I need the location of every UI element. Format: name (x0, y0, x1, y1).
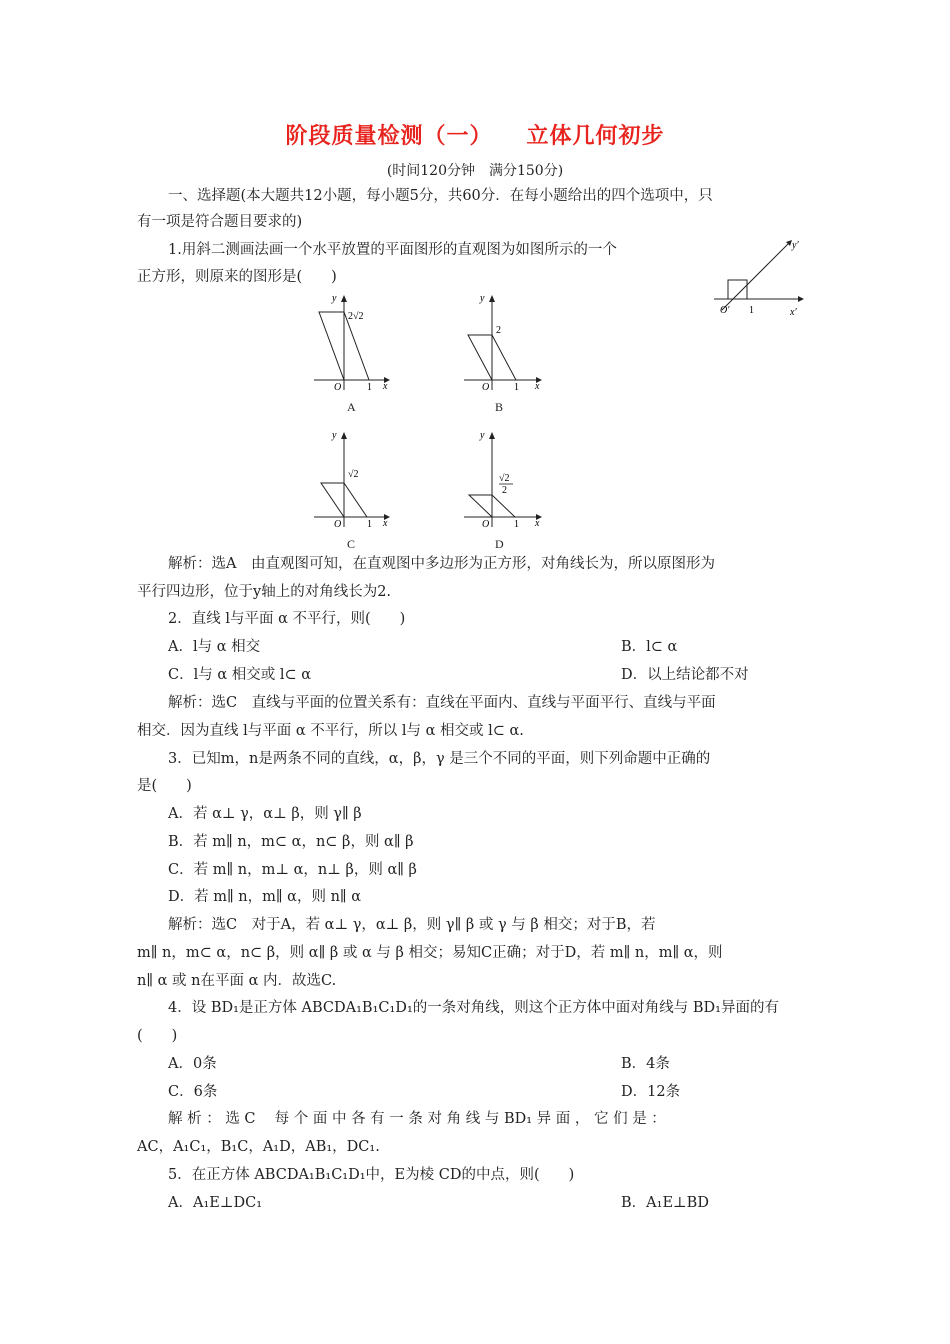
q3-stem-line2: 是( ) (137, 778, 192, 794)
q1-option-c-caption[interactable]: C (347, 537, 356, 551)
q1-option-b-figure (460, 290, 544, 394)
q5-option-b[interactable]: B．A₁E⊥BD (621, 1195, 709, 1211)
q2-stem: 2．直线 l与平面 α 不平行，则( ) (168, 611, 406, 627)
q1-option-c-figure (312, 427, 392, 531)
q5-stem: 5．在正方体 ABCDA₁B₁C₁D₁中，E为棱 CD的中点，则( ) (168, 1167, 575, 1183)
q4-option-a[interactable]: A．0条 (168, 1056, 217, 1072)
q1-option-a-figure (312, 290, 392, 394)
q2-option-c[interactable]: C．l与 α 相交或 l⊂ α (168, 667, 312, 683)
q4-option-b[interactable]: B．4条 (621, 1056, 670, 1072)
opt-b-x-label: x (535, 381, 540, 392)
q1-analysis-line1: 解析：选A 由直观图可知，在直观图中多边形为正方形，对角线长为，所以原图形为 (168, 556, 715, 572)
opt-d-value-num: √2 (499, 473, 510, 484)
ref-one-label: 1 (749, 305, 754, 316)
opt-c-o-label: O (334, 519, 342, 530)
q3-option-a[interactable]: A．若 α⊥ γ，α⊥ β，则 γ∥ β (168, 806, 362, 822)
q2-option-a[interactable]: A．l与 α 相交 (168, 639, 261, 655)
opt-d-o-label: O (482, 519, 490, 530)
q4-stem-line1: 4．设 BD₁是正方体 ABCDA₁B₁C₁D₁的一条对角线，则这个正方体中面对角线与 BD₁异面的有 (168, 1000, 779, 1016)
opt-b-one-label: 1 (514, 382, 519, 393)
opt-a-value: 2√2 (348, 311, 364, 322)
title-part2: 立体几何初步 (526, 123, 665, 149)
q3-analysis-line1: 解析：选C 对于A，若 α⊥ γ，α⊥ β，则 γ∥ β 或 γ 与 β 相交；对于B，若 (168, 917, 656, 933)
opt-d-one-label: 1 (514, 519, 519, 530)
opt-a-one-label: 1 (367, 382, 372, 393)
opt-a-o-label: O (334, 382, 342, 393)
q2-analysis-line1: 解析：选C 直线与平面的位置关系有：直线在平面内、直线与平面平行、直线与平面 (168, 695, 716, 711)
q4-option-c[interactable]: C．6条 (168, 1084, 218, 1100)
q1-option-a-caption[interactable]: A (347, 400, 356, 414)
opt-d-value-den: 2 (502, 485, 507, 496)
section-intro-line2: 有一项是符合题目要求的) (137, 214, 303, 230)
q4-option-d[interactable]: D．12条 (621, 1084, 681, 1100)
opt-d-x-label: x (535, 518, 540, 529)
q1-stem-line2: 正方形，则原来的图形是( ) (137, 269, 337, 285)
opt-b-y-label: y (480, 293, 485, 304)
opt-c-value: √2 (348, 469, 359, 480)
opt-a-y-label: y (332, 293, 337, 304)
section-intro-line1: 一、选择题(本大题共12小题，每小题5分，共60分．在每小题给出的四个选项中，只 (168, 188, 713, 204)
title-part1: 阶段质量检测（一） (285, 123, 493, 149)
exam-subtitle: (时间120分钟 满分150分) (386, 163, 564, 179)
q3-option-d[interactable]: D．若 m∥ n，m∥ α，则 n∥ α (168, 889, 362, 905)
q3-stem-line1: 3．已知m，n是两条不同的直线，α，β，γ 是三个不同的平面，则下列命题中正确的 (168, 751, 711, 767)
opt-b-o-label: O (482, 382, 490, 393)
opt-c-one-label: 1 (367, 519, 372, 530)
opt-c-y-label: y (332, 430, 337, 441)
opt-b-value: 2 (496, 325, 501, 336)
q4-analysis-line1: 解 析 ： 选 C 每 个 面 中 各 有 一 条 对 角 线 与 BD₁ 异 面 ， 它 们 是 ： (168, 1111, 666, 1127)
ref-o-label: O′ (720, 305, 730, 316)
q3-analysis-line3: n∥ α 或 n在平面 α 内．故选C. (137, 973, 337, 989)
page-title (0, 119, 950, 150)
q3-option-b[interactable]: B．若 m∥ n，m⊂ α，n⊂ β，则 α∥ β (168, 834, 414, 850)
q1-option-d-figure (460, 427, 544, 531)
q1-option-b-caption[interactable]: B (495, 400, 504, 414)
q1-stem-line1: 1.用斜二测画法画一个水平放置的平面图形的直观图为如图所示的一个 (168, 242, 617, 258)
opt-c-x-label: x (383, 518, 388, 529)
q1-analysis-line2: 平行四边形，位于y轴上的对角线长为2. (137, 584, 392, 600)
opt-d-y-label: y (480, 430, 485, 441)
q3-option-c[interactable]: C．若 m∥ n，m⊥ α，n⊥ β，则 α∥ β (168, 862, 417, 878)
q2-option-d[interactable]: D．以上结论都不对 (621, 667, 749, 683)
q4-stem-line2: ( ) (137, 1028, 178, 1044)
opt-a-x-label: x (383, 381, 388, 392)
q2-option-b[interactable]: B．l⊂ α (621, 639, 678, 655)
q4-analysis-line2: AC，A₁C₁，B₁C，A₁D，AB₁，DC₁. (137, 1139, 380, 1155)
q1-reference-figure (708, 236, 812, 320)
q1-option-d-caption[interactable]: D (495, 537, 504, 551)
ref-y-label: y′ (792, 240, 799, 251)
ref-x-label: x′ (790, 307, 797, 318)
q5-option-a[interactable]: A．A₁E⊥DC₁ (168, 1195, 263, 1211)
q2-analysis-line2: 相交．因为直线 l与平面 α 不平行，所以 l与 α 相交或 l⊂ α. (137, 723, 524, 739)
q3-analysis-line2: m∥ n，m⊂ α，n⊂ β，则 α∥ β 或 α 与 β 相交；易知C正确；对于D，若 m∥ n，m∥ α，则 (137, 945, 723, 961)
